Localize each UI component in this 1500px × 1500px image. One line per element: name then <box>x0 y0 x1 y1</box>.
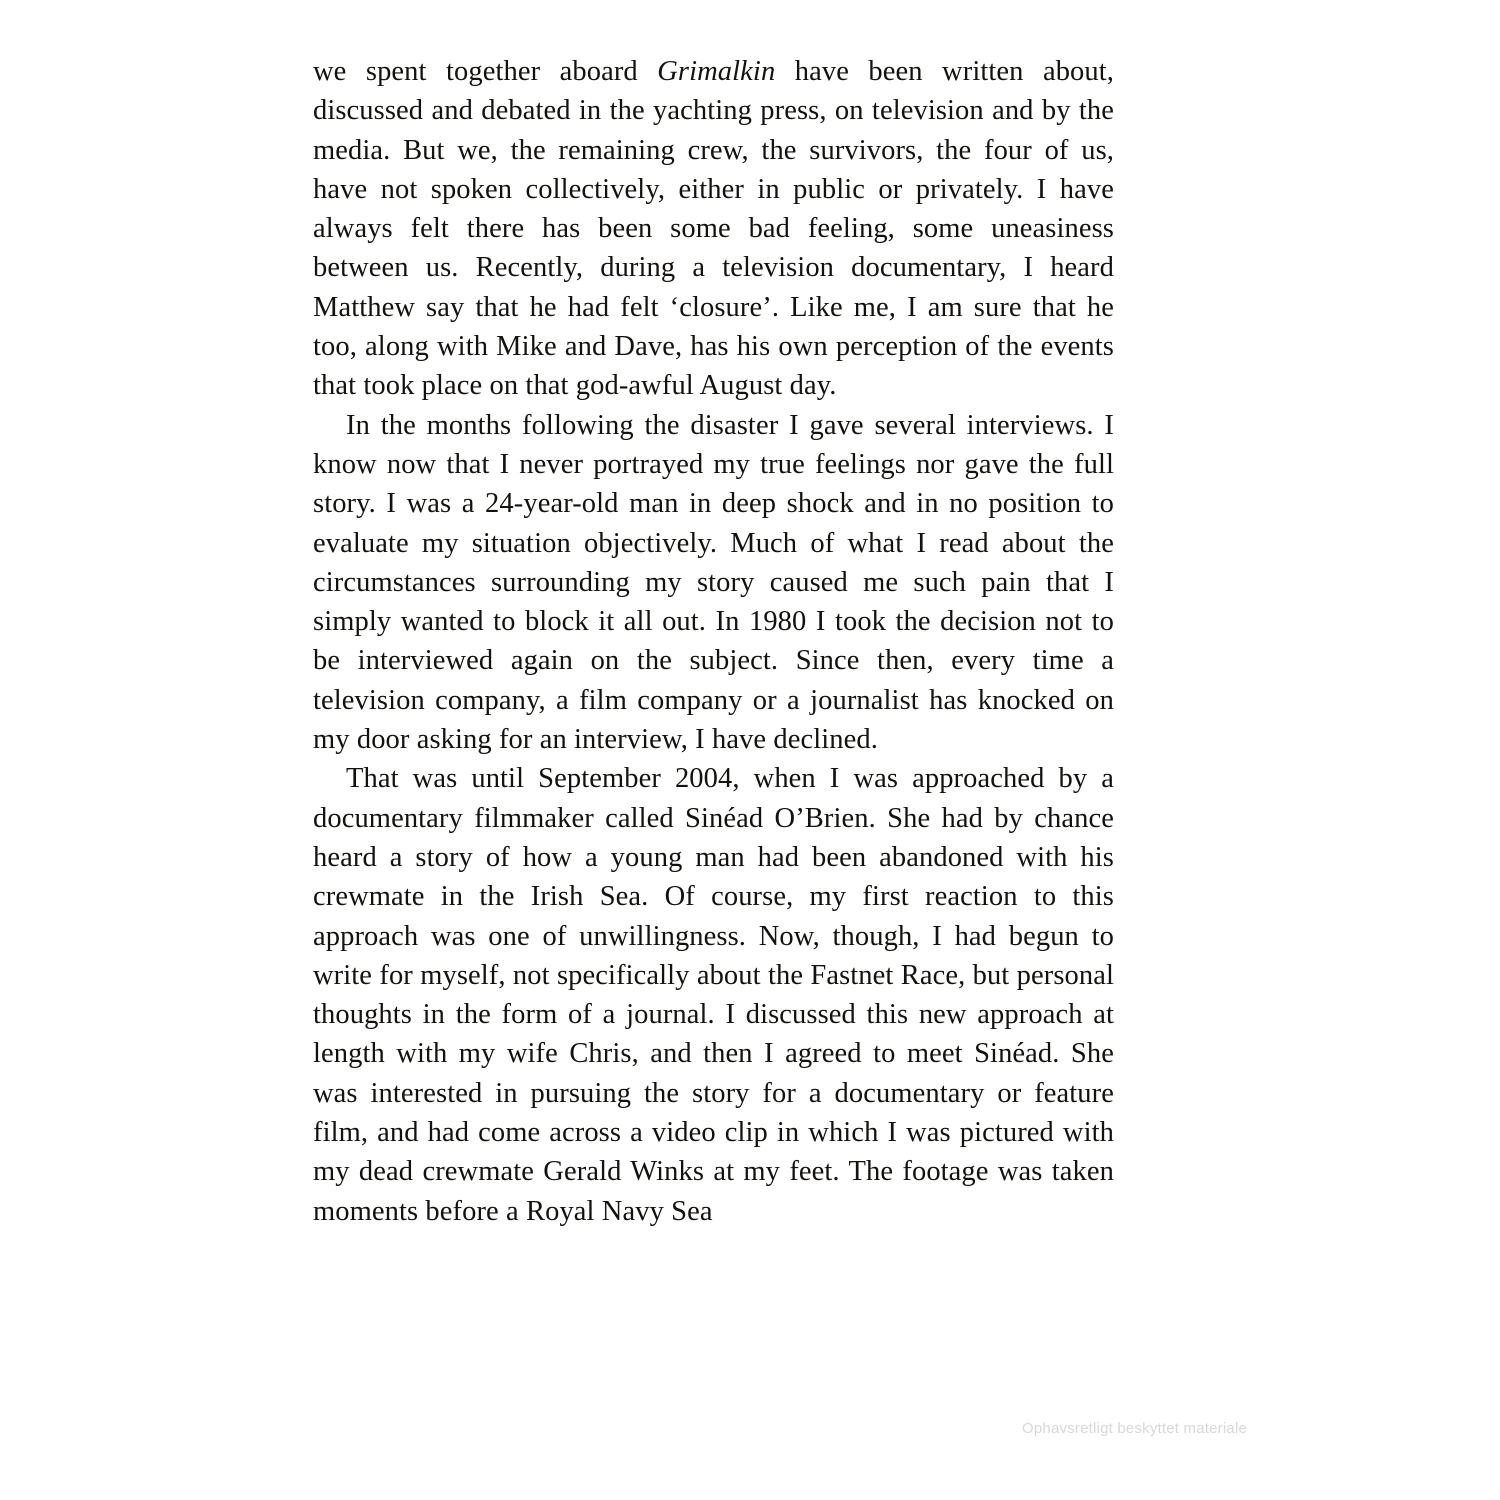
paragraph-continued <box>313 52 1114 406</box>
paragraph-segment-text: have been written about, discussed and debated in the yachting press, on television and by the media. But we, the remaining crew, the survivors, the four of us, have not spoken collectively, either in public or privately. I have always felt there has been some bad feeling, some uneasiness between us. Recently, during a television documentary, I heard Matthew say that he had felt ‘closure’. Like me, I am sure that he too, along with Mike and Dave, has his own perception of the events that took place on that god-awful August day. <box>313 56 1114 402</box>
paragraph-segment-text: That was until September 2004, when I was approached by a documentary filmmaker called Sinéad O’Brien. She had by chance heard a story of how a young man had been abandoned with his crewmate in the Irish Sea. Of course, my first reaction to this approach was one of unwillingness. Now, though, I had begun to write for myself, not specifically about the Fastnet Race, but personal thoughts in the form of a journal. I discussed this new approach at length with my wife Chris, and then I agreed to meet Sinéad. She was interested in pursuing the story for a documentary or feature film, and had come across a video clip in which I was pictured with my dead crewmate Gerald Winks at my feet. The footage was taken moments before a Royal Navy Sea <box>313 763 1114 1227</box>
paragraph-interviews <box>313 406 1114 760</box>
page-text-column <box>313 52 1114 1231</box>
copyright-watermark: Ophavsretligt beskyttet materiale <box>1022 1420 1248 1437</box>
vessel-name-italic: Grimalkin <box>657 56 776 87</box>
paragraph-sinead <box>313 759 1114 1231</box>
paragraph-segment-text: In the months following the disaster I gave several interviews. I know now that I never portrayed my true feelings nor gave the full story. I was a 24-year-old man in deep shock and in no position to evaluate my situation objectively. Much of what I read about the circumstances surrounding my story caused me such pain that I simply wanted to block it all out. In 1980 I took the decision not to be interviewed again on the subject. Since then, every time a television company, a film company or a journalist has knocked on my door asking for an interview, I have declined. <box>313 409 1114 756</box>
paragraph-segment-text: we spent together aboard <box>313 56 658 87</box>
